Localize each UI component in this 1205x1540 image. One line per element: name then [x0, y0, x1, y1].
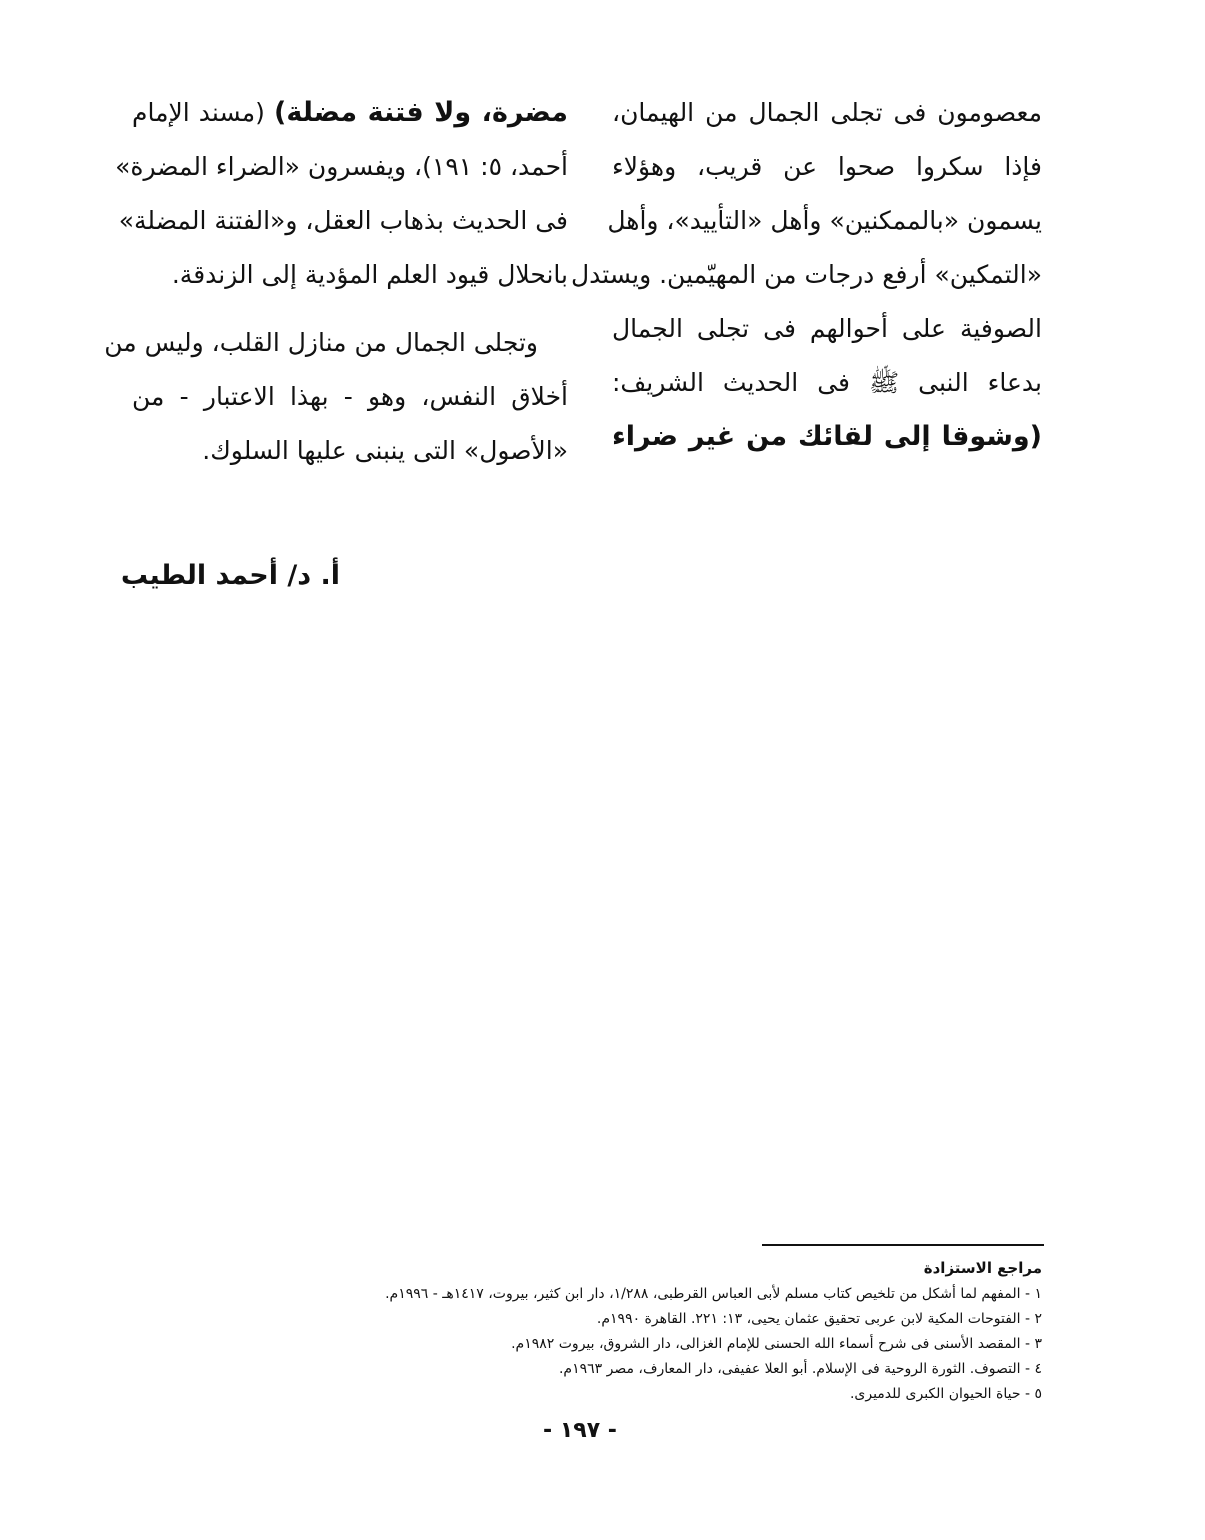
text-line: معصومون فى تجلى الجمال من الهيمان،	[612, 98, 1042, 127]
text-line: بانحلال قيود العلم المؤدية إلى الزندقة.	[171, 260, 568, 289]
text-line: يسمون «بالممكنين» وأهل «التأييد»، وأهل	[607, 206, 1042, 235]
citation: (مسند الإمام	[132, 98, 274, 127]
footnote-item: ٢ - الفتوحات المكية لابن عربى تحقيق عثمان يحيى، ١٣: ٢٢١. القاهرة ١٩٩٠م.	[596, 1311, 1042, 1327]
author-signature: أ. د/ أحمد الطيب	[120, 560, 340, 591]
footnotes	[300, 1254, 1042, 1407]
footnote-item: ٣ - المقصد الأسنى فى شرح أسماء الله الحسنى للإمام الغزالى، دار الشروق، بيروت ١٩٨٢م.	[511, 1336, 1042, 1352]
left-column	[104, 86, 568, 478]
text-line: الصوفية على أحوالهم فى تجلى الجمال	[612, 314, 1042, 343]
footnote-divider	[762, 1244, 1044, 1246]
text-line	[132, 86, 568, 140]
footnote-item: ١ - المفهم لما أشكل من تلخيص كتاب مسلم لأبى العباس القرطبى، ١/٢٨٨، دار ابن كثير، بيروت، ١٤١٧هـ - ١٩٩٦م.	[385, 1286, 1042, 1302]
text-line: بدعاء النبى ﷺ فى الحديث الشريف:	[612, 368, 1042, 397]
footnote-item: ٥ - حياة الحيوان الكبرى للدميرى.	[849, 1386, 1042, 1402]
text-line: فإذا سكروا صحوا عن قريب، وهؤلاء	[612, 152, 1042, 181]
page-number: - ١٩٧ -	[543, 1418, 617, 1443]
text-line: فى الحديث بذهاب العقل، و«الفتنة المضلة»	[118, 206, 568, 235]
text-line: «الأصول» التى ينبنى عليها السلوك.	[202, 436, 568, 465]
hadith-quote-end: مضرة، ولا فتنة مضلة)	[274, 97, 568, 128]
footnote-item: ٤ - التصوف. الثورة الروحية فى الإسلام. أبو العلا عفيفى، دار المعارف، مصر ١٩٦٣م.	[558, 1361, 1042, 1377]
text-line: أحمد، ٥: ١٩١)، ويفسرون «الضراء المضرة»	[115, 152, 568, 181]
right-column	[571, 86, 1042, 464]
text-line: أخلاق النفس، وهو - بهذا الاعتبار - من	[132, 382, 568, 411]
footnotes-title: مراجع الاستزادة	[923, 1259, 1042, 1277]
hadith-quote-line: (وشوقا إلى لقائك من غير ضراء	[612, 421, 1042, 452]
text-line: وتجلى الجمال من منازل القلب، وليس من	[104, 328, 538, 357]
text-line: «التمكين» أرفع درجات من المهيّمين. ويستدل	[571, 260, 1042, 289]
